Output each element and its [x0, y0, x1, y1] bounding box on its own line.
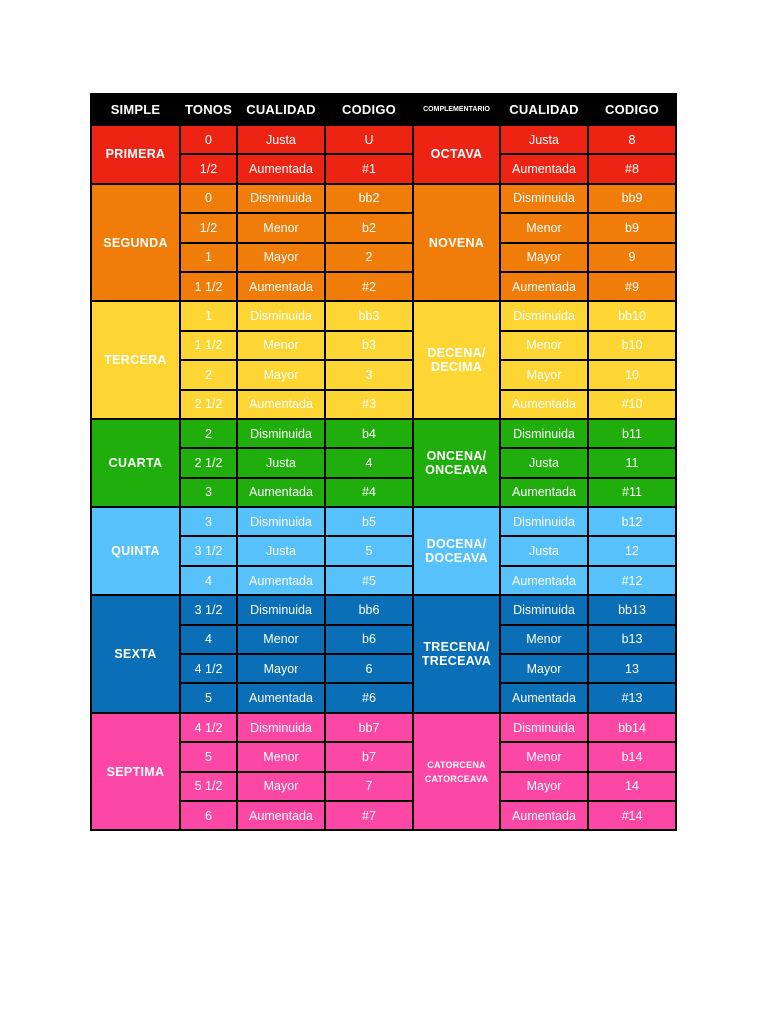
compound-interval-name — [413, 507, 500, 595]
tonos-cell: 4 — [180, 566, 237, 595]
codigo-cell: 3 — [325, 360, 413, 389]
cualidad-complementario-cell: Aumentada — [500, 801, 588, 830]
codigo-cell: #3 — [325, 390, 413, 419]
compound-interval-name — [413, 125, 500, 184]
tonos-cell: 1 1/2 — [180, 331, 237, 360]
cualidad-complementario-cell: Mayor — [500, 243, 588, 272]
interval-row — [91, 125, 676, 154]
codigo-complementario-cell: bb9 — [588, 184, 676, 213]
header-tonos: TONOS — [180, 94, 237, 125]
cualidad-cell: Disminuida — [237, 184, 325, 213]
simple-interval-name — [91, 184, 180, 302]
simple-interval-name — [91, 595, 180, 713]
cualidad-cell: Mayor — [237, 243, 325, 272]
table-body — [91, 94, 676, 830]
interval-row — [91, 507, 676, 536]
codigo-cell: 7 — [325, 772, 413, 801]
codigo-complementario-cell: bb14 — [588, 713, 676, 742]
cualidad-cell: Justa — [237, 536, 325, 565]
simple-interval-name — [91, 301, 180, 419]
tonos-cell: 2 — [180, 360, 237, 389]
simple-interval-name-line: SEPTIMA — [106, 764, 165, 779]
codigo-complementario-cell: b12 — [588, 507, 676, 536]
cualidad-complementario-cell: Disminuida — [500, 595, 588, 624]
simple-interval-name-line: PRIMERA — [105, 147, 166, 162]
cualidad-complementario-cell: Aumentada — [500, 683, 588, 712]
compound-interval-name-line: ONCENA/ — [426, 448, 487, 463]
tonos-cell: 2 1/2 — [180, 448, 237, 477]
cualidad-complementario-cell: Menor — [500, 625, 588, 654]
simple-interval-name — [91, 125, 180, 184]
codigo-cell: bb2 — [325, 184, 413, 213]
codigo-complementario-cell: #8 — [588, 154, 676, 183]
cualidad-cell: Aumentada — [237, 272, 325, 301]
codigo-cell: 6 — [325, 654, 413, 683]
codigo-cell: b4 — [325, 419, 413, 448]
compound-interval-name-line: DECIMA — [430, 360, 483, 375]
cualidad-cell: Menor — [237, 625, 325, 654]
codigo-cell: #5 — [325, 566, 413, 595]
cualidad-cell: Aumentada — [237, 566, 325, 595]
cualidad-cell: Disminuida — [237, 595, 325, 624]
tonos-cell: 5 — [180, 742, 237, 771]
interval-table — [90, 93, 677, 831]
simple-interval-name-line: CUARTA — [108, 455, 163, 470]
header-codigo-complementario: CODIGO — [588, 94, 676, 125]
cualidad-complementario-cell: Aumentada — [500, 478, 588, 507]
cualidad-cell: Disminuida — [237, 419, 325, 448]
cualidad-complementario-cell: Menor — [500, 331, 588, 360]
cualidad-cell: Menor — [237, 331, 325, 360]
codigo-cell: #2 — [325, 272, 413, 301]
tonos-cell: 3 — [180, 478, 237, 507]
codigo-cell: b7 — [325, 742, 413, 771]
compound-interval-name-line: NOVENA — [428, 235, 485, 250]
cualidad-cell: Menor — [237, 213, 325, 242]
interval-row — [91, 419, 676, 448]
tonos-cell: 1 — [180, 301, 237, 330]
codigo-complementario-cell: b9 — [588, 213, 676, 242]
codigo-cell: U — [325, 125, 413, 154]
compound-interval-name — [413, 184, 500, 302]
codigo-complementario-cell: bb13 — [588, 595, 676, 624]
tonos-cell: 3 1/2 — [180, 595, 237, 624]
codigo-complementario-cell: b11 — [588, 419, 676, 448]
cualidad-cell: Aumentada — [237, 390, 325, 419]
tonos-cell: 5 1/2 — [180, 772, 237, 801]
codigo-cell: #7 — [325, 801, 413, 830]
tonos-cell: 5 — [180, 683, 237, 712]
codigo-cell: bb7 — [325, 713, 413, 742]
tonos-cell: 2 — [180, 419, 237, 448]
codigo-complementario-cell: #14 — [588, 801, 676, 830]
codigo-complementario-cell: #10 — [588, 390, 676, 419]
simple-interval-name — [91, 419, 180, 507]
codigo-complementario-cell: #11 — [588, 478, 676, 507]
codigo-complementario-cell: b10 — [588, 331, 676, 360]
header-simple: SIMPLE — [91, 94, 180, 125]
codigo-cell: 5 — [325, 536, 413, 565]
header-complementario: COMPLEMENTARIO — [413, 94, 500, 125]
cualidad-cell: Mayor — [237, 360, 325, 389]
cualidad-cell: Mayor — [237, 772, 325, 801]
compound-interval-name — [413, 301, 500, 419]
interval-row — [91, 595, 676, 624]
tonos-cell: 6 — [180, 801, 237, 830]
tonos-cell: 4 — [180, 625, 237, 654]
codigo-complementario-cell: b13 — [588, 625, 676, 654]
cualidad-complementario-cell: Aumentada — [500, 566, 588, 595]
cualidad-complementario-cell: Justa — [500, 125, 588, 154]
codigo-cell: 2 — [325, 243, 413, 272]
header-codigo: CODIGO — [325, 94, 413, 125]
cualidad-complementario-cell: Aumentada — [500, 390, 588, 419]
compound-interval-name-line: CATORCENA — [427, 759, 486, 770]
compound-interval-name-line: DECENA/ — [427, 346, 486, 361]
codigo-cell: #4 — [325, 478, 413, 507]
cualidad-complementario-cell: Aumentada — [500, 154, 588, 183]
cualidad-complementario-cell: Disminuida — [500, 301, 588, 330]
cualidad-cell: Aumentada — [237, 478, 325, 507]
codigo-cell: bb3 — [325, 301, 413, 330]
interval-row — [91, 184, 676, 213]
tonos-cell: 3 — [180, 507, 237, 536]
codigo-complementario-cell: 9 — [588, 243, 676, 272]
cualidad-complementario-cell: Aumentada — [500, 272, 588, 301]
tonos-cell: 1 — [180, 243, 237, 272]
header-cualidad: CUALIDAD — [237, 94, 325, 125]
codigo-cell: 4 — [325, 448, 413, 477]
tonos-cell: 0 — [180, 184, 237, 213]
compound-interval-name-line: OCTAVA — [430, 147, 483, 162]
cualidad-complementario-cell: Disminuida — [500, 507, 588, 536]
codigo-complementario-cell: bb10 — [588, 301, 676, 330]
tonos-cell: 0 — [180, 125, 237, 154]
compound-interval-name-line: CATORCEAVA — [424, 773, 489, 784]
simple-interval-name — [91, 507, 180, 595]
cualidad-complementario-cell: Justa — [500, 448, 588, 477]
codigo-complementario-cell: #9 — [588, 272, 676, 301]
cualidad-complementario-cell: Menor — [500, 213, 588, 242]
cualidad-complementario-cell: Menor — [500, 742, 588, 771]
codigo-complementario-cell: 12 — [588, 536, 676, 565]
cualidad-complementario-cell: Justa — [500, 536, 588, 565]
compound-interval-name-line: TRECENA/ — [423, 640, 490, 655]
simple-interval-name-line: QUINTA — [111, 544, 160, 559]
simple-interval-name — [91, 713, 180, 831]
tonos-cell: 3 1/2 — [180, 536, 237, 565]
compound-interval-name-line: DOCENA/ — [426, 537, 487, 552]
cualidad-complementario-cell: Disminuida — [500, 713, 588, 742]
codigo-complementario-cell: 14 — [588, 772, 676, 801]
cualidad-cell: Menor — [237, 742, 325, 771]
codigo-cell: b3 — [325, 331, 413, 360]
tonos-cell: 2 1/2 — [180, 390, 237, 419]
tonos-cell: 1 1/2 — [180, 272, 237, 301]
codigo-cell: b5 — [325, 507, 413, 536]
simple-interval-name-line: SEGUNDA — [103, 235, 168, 250]
codigo-complementario-cell: 10 — [588, 360, 676, 389]
tonos-cell: 1/2 — [180, 154, 237, 183]
codigo-complementario-cell: #13 — [588, 683, 676, 712]
codigo-complementario-cell: 11 — [588, 448, 676, 477]
cualidad-complementario-cell: Disminuida — [500, 184, 588, 213]
compound-interval-name — [413, 713, 500, 831]
codigo-cell: b2 — [325, 213, 413, 242]
cualidad-complementario-cell: Mayor — [500, 772, 588, 801]
header-row — [91, 94, 676, 125]
tonos-cell: 1/2 — [180, 213, 237, 242]
cualidad-cell: Justa — [237, 125, 325, 154]
compound-interval-name-line: TRECEAVA — [421, 654, 492, 669]
codigo-complementario-cell: #12 — [588, 566, 676, 595]
cualidad-cell: Justa — [237, 448, 325, 477]
interval-row — [91, 301, 676, 330]
codigo-cell: bb6 — [325, 595, 413, 624]
cualidad-cell: Aumentada — [237, 801, 325, 830]
compound-interval-name — [413, 419, 500, 507]
tonos-cell: 4 1/2 — [180, 713, 237, 742]
compound-interval-name — [413, 595, 500, 713]
codigo-complementario-cell: b14 — [588, 742, 676, 771]
cualidad-cell: Aumentada — [237, 154, 325, 183]
cualidad-cell: Aumentada — [237, 683, 325, 712]
cualidad-cell: Disminuida — [237, 507, 325, 536]
simple-interval-name-line: SEXTA — [114, 647, 157, 662]
codigo-complementario-cell: 8 — [588, 125, 676, 154]
simple-interval-name-line: TERCERA — [104, 353, 167, 368]
codigo-cell: #1 — [325, 154, 413, 183]
cualidad-complementario-cell: Disminuida — [500, 419, 588, 448]
cualidad-complementario-cell: Mayor — [500, 654, 588, 683]
cualidad-cell: Disminuida — [237, 713, 325, 742]
cualidad-complementario-cell: Mayor — [500, 360, 588, 389]
interval-row — [91, 713, 676, 742]
header-cualidad-complementario: CUALIDAD — [500, 94, 588, 125]
codigo-complementario-cell: 13 — [588, 654, 676, 683]
compound-interval-name-line: DOCEAVA — [425, 551, 488, 566]
codigo-cell: #6 — [325, 683, 413, 712]
cualidad-cell: Disminuida — [237, 301, 325, 330]
tonos-cell: 4 1/2 — [180, 654, 237, 683]
codigo-cell: b6 — [325, 625, 413, 654]
compound-interval-name-line: ONCEAVA — [425, 462, 488, 477]
cualidad-cell: Mayor — [237, 654, 325, 683]
